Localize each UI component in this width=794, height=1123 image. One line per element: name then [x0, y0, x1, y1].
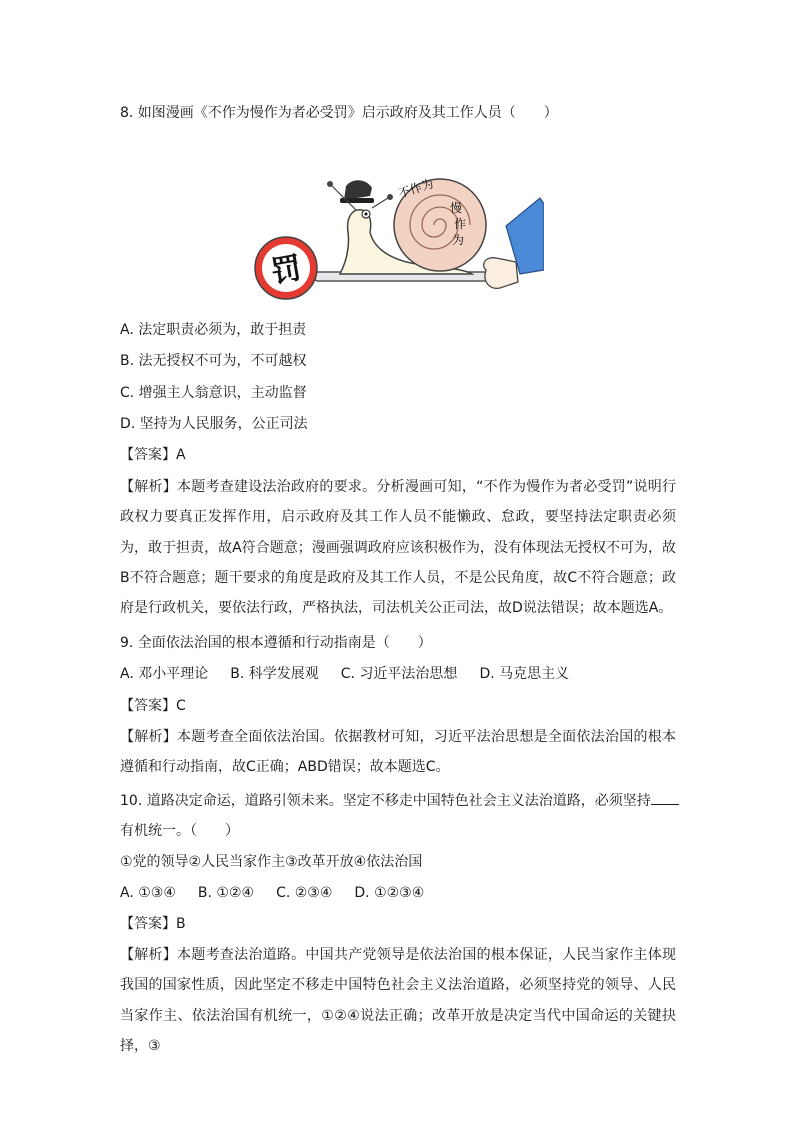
- question-8-stem: 8. 如图漫画《不作为慢作为者必受罚》启示政府及其工作人员（ ）: [120, 105, 558, 121]
- svg-text:为: 为: [452, 233, 465, 247]
- question-8-option-b: B. 法无授权不可为，不可越权: [120, 353, 307, 369]
- question-8-analysis: 【解析】本题考查建设法治政府的要求。分析漫画可知，“不作为慢作为者必受罚”说明行政权力要真正发挥作用，启示政府及其工作人员不能懒政、怠政，要坚持法定职责必须为，敢于担责，故A符合题意；漫画强调政府应该积极作为，没有体现法无授权不可为，故B不符合题意；题干要求的角度是政府及其工作人员，不是公民角度，故C不符合题意；政府是行政机关，要依法行政，严格执法，司法机关公正司法，故D说法错误；故本题选A。: [120, 479, 676, 617]
- question-9-options: [120, 664, 569, 684]
- svg-text:慢: 慢: [450, 201, 463, 215]
- sign-text: 罚: [268, 250, 305, 291]
- question-8-option-d: D. 坚持为人民服务，公正司法: [120, 416, 308, 432]
- question-10-analysis: 【解析】本题考查法治道路。中国共产党领导是依法治国的根本保证，人民当家作主体现我国的国家性质，因此坚定不移走中国特色社会主义法治道路，必须坚持党的领导、人民当家作主、依法治国有机统一，①②④说法正确；改革开放是决定当代中国命运的关键抉择，③: [120, 947, 676, 1054]
- question-9-option-a: A. 邓小平理论: [120, 666, 209, 682]
- question-10-stem-line2: 有机统一。（ ）: [120, 823, 239, 839]
- question-9-analysis: 【解析】本题考查全面依法治国。依据教材可知，习近平法治思想是全面依法治国的根本遵循和行动指南，故C正确；ABD错误；故本题选C。: [120, 729, 676, 776]
- snail-cartoon-image: [254, 170, 544, 310]
- question-10-options: [120, 883, 424, 903]
- question-10-option-d: D. ①②③④: [354, 885, 425, 901]
- question-10-answer: 【答案】B: [120, 916, 186, 932]
- question-9-option-d: D. 马克思主义: [479, 666, 570, 682]
- question-9-option-c: C. 习近平法治思想: [340, 666, 458, 682]
- question-8-option-a: A. 法定职责必须为，敢于担责: [120, 322, 307, 338]
- question-9-stem: 9. 全面依法治国的根本遵循和行动指南是（ ）: [120, 635, 432, 651]
- svg-text:作: 作: [454, 217, 467, 231]
- question-9-answer: 【答案】C: [120, 698, 186, 714]
- question-10-items: ①党的领导②人民当家作主③改革开放④依法治国: [120, 854, 423, 870]
- fill-in-blank: [651, 790, 679, 805]
- question-9-option-b: B. 科学发展观: [230, 666, 319, 682]
- question-8-option-c: C. 增强主人翁意识，主动监督: [120, 385, 307, 401]
- question-10-option-a: A. ①③④: [120, 885, 176, 901]
- question-10-stem-line1: [120, 790, 679, 811]
- shell-text: 不作为: [396, 176, 436, 201]
- question-10-option-c: C. ②③④: [276, 885, 333, 901]
- question-10-stem-part1: 10. 道路决定命运，道路引领未来。坚定不移走中国特色社会主义法治道路，必须坚持: [120, 793, 651, 809]
- question-10-option-b: B. ①②④: [197, 885, 255, 901]
- question-8-answer: 【答案】A: [120, 447, 186, 463]
